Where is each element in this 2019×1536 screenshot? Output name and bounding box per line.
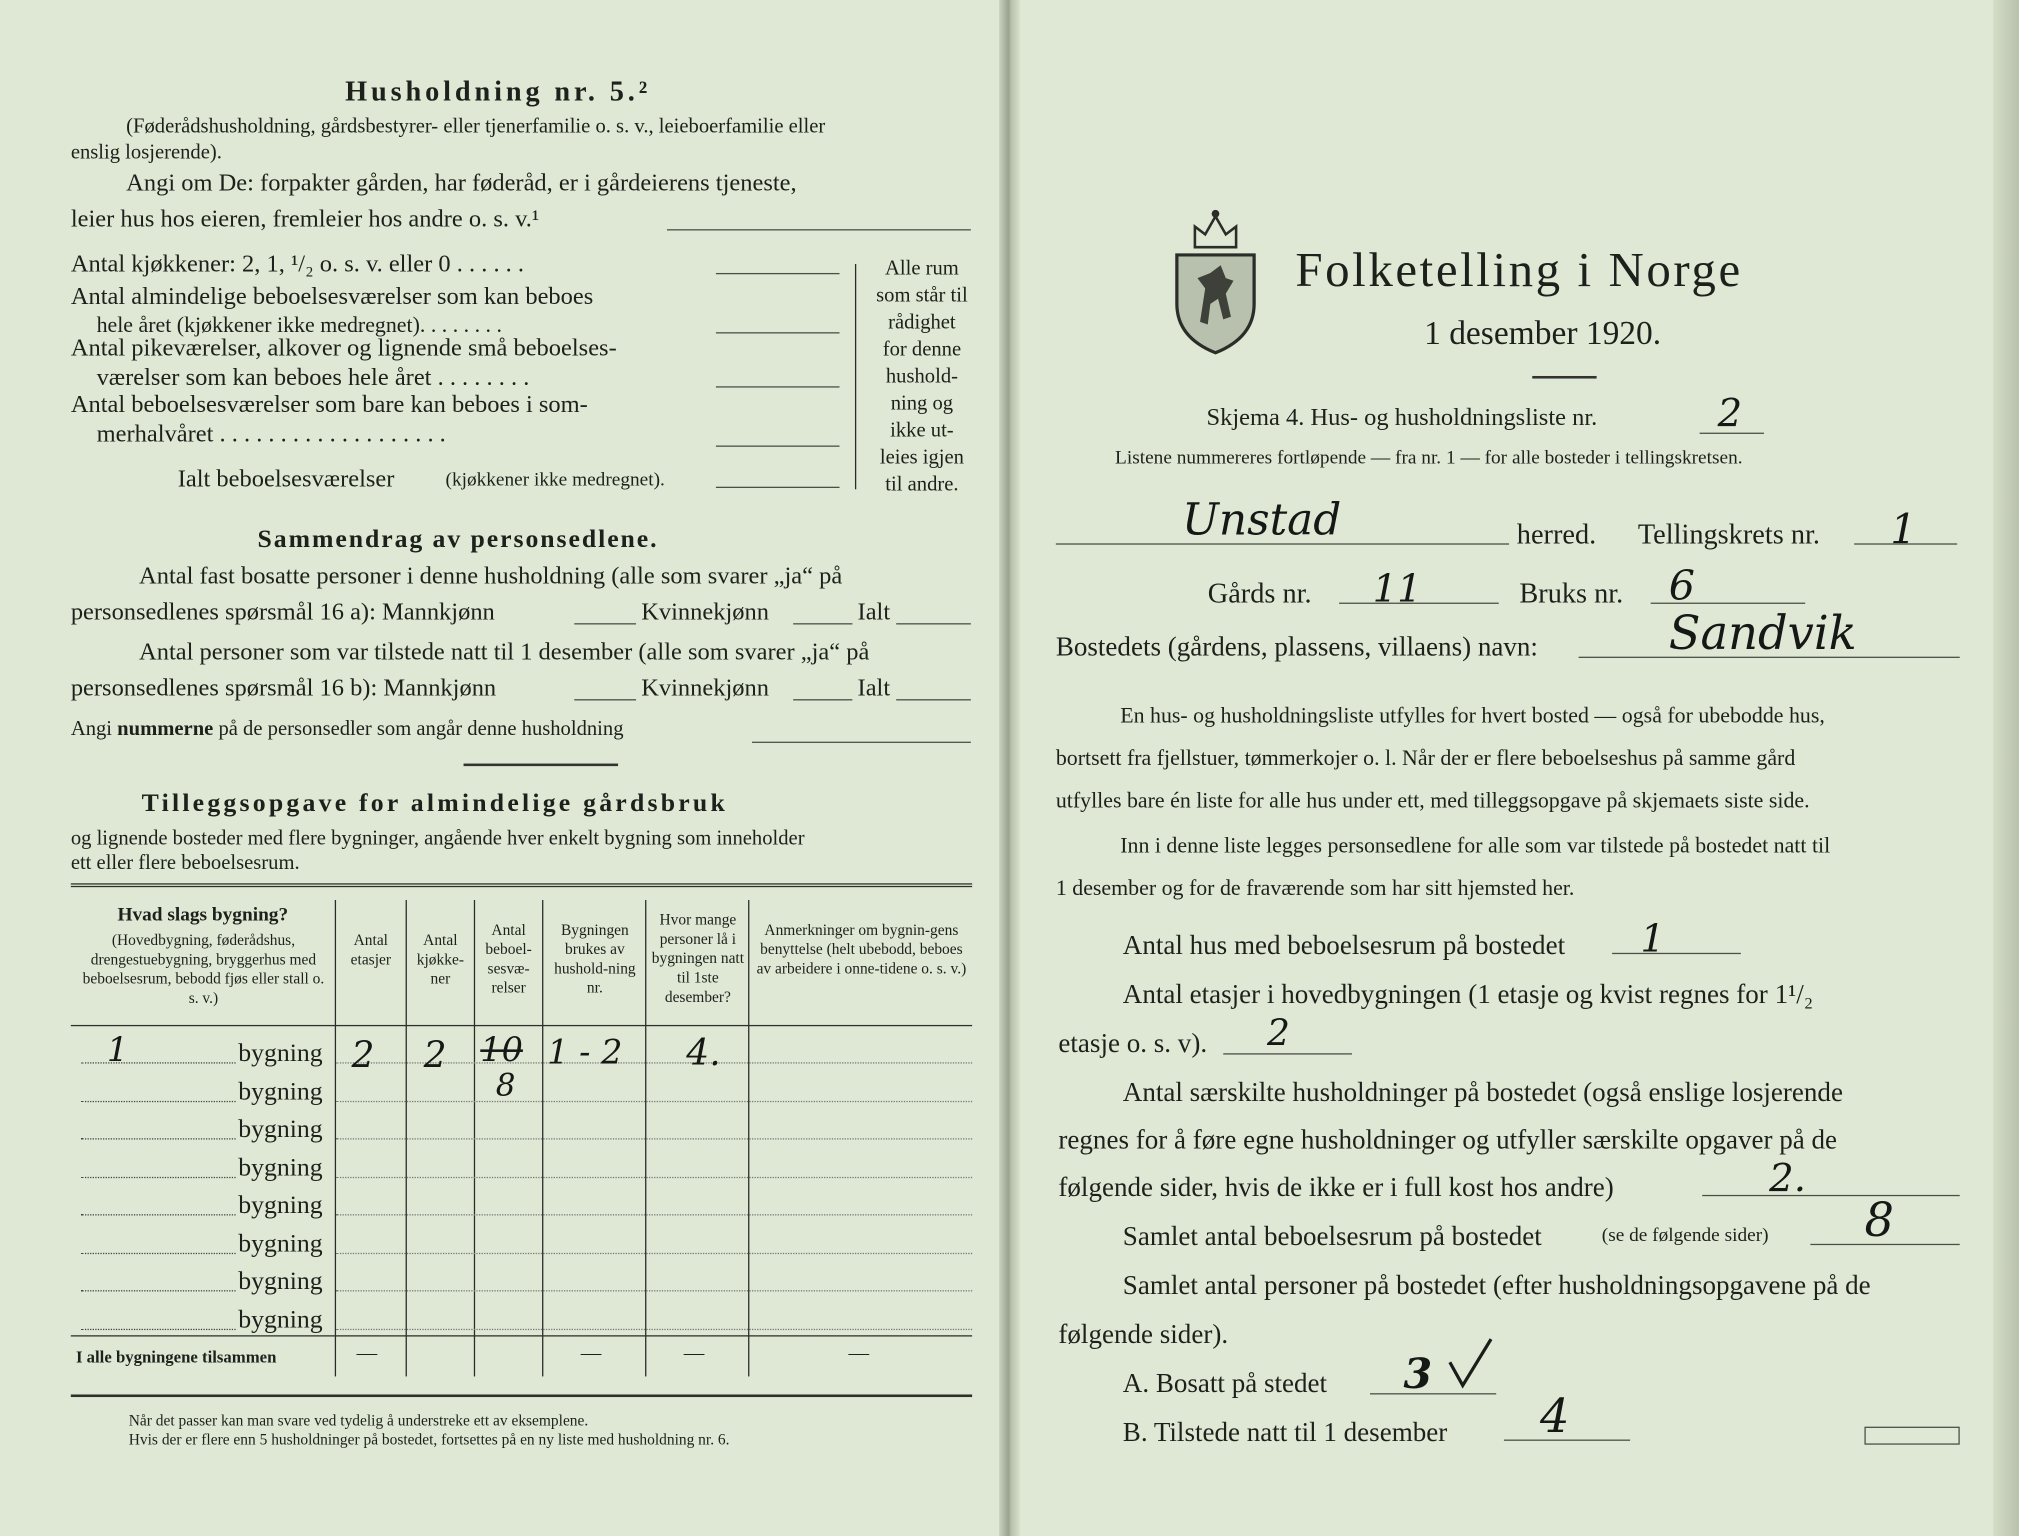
- q-hush-3: følgende sider, hvis de ikke er i full kost hos andre): [1058, 1171, 1614, 1203]
- footnote-1: Når det passer kan man svare ved tydelig å understreke ett av eksemplene.: [128, 1411, 589, 1430]
- q-etasjer-2: etasje o. s. v).: [1058, 1027, 1208, 1059]
- row-dotted-line: [81, 1328, 236, 1329]
- para-line-2: bortsett fra fjellstuer, tømmerkojer o. l. Når der er flere beboelseshus på samme gård: [1055, 745, 1796, 770]
- row-dotted-line: [81, 1252, 236, 1253]
- row-label-bygning: bygning: [238, 1304, 323, 1334]
- supplement-intro-2: ett eller flere beboelsesrum.: [70, 852, 300, 875]
- header-husholdning: Bygningen brukes av hushold-ning nr.: [554, 920, 636, 997]
- row-dotted-line: [81, 1138, 236, 1139]
- summary-ialt-2: Ialt: [857, 674, 891, 702]
- q-b-value: 4: [1539, 1390, 1570, 1444]
- header-rum: Antal beboel-sesvæ-relser: [485, 920, 532, 997]
- angi-answer-line: [667, 229, 971, 230]
- row-cell-lines: [336, 1100, 972, 1101]
- row-label-bygning: bygning: [238, 1191, 323, 1220]
- herred-label: herred.: [1516, 517, 1597, 550]
- census-title: Folketelling i Norge: [1295, 243, 1743, 298]
- row-label-bygning: bygning: [238, 1153, 323, 1182]
- summary-mann-line-2: [574, 699, 636, 700]
- row-dotted-line: [81, 1214, 236, 1215]
- bosted-line: [1579, 657, 1960, 658]
- row-label-bygning: bygning: [238, 1039, 323, 1068]
- q-rum-label: Samlet antal beboelsesrum på bostedet: [1122, 1220, 1542, 1252]
- q-etasjer-line: [1223, 1053, 1352, 1054]
- total-personer: —: [683, 1342, 705, 1365]
- q-hush-1: Antal særskilte husholdninger på bostedet (også enslige losjerende: [1122, 1076, 1843, 1108]
- printer-stamp: [1864, 1427, 1959, 1445]
- summary-ialt-1: Ialt: [857, 598, 891, 626]
- rooms-answer-1: [716, 273, 840, 274]
- total-anmerkninger: —: [848, 1342, 870, 1365]
- row-cell-lines: [336, 1214, 972, 1215]
- rooms-line-6: Antal beboelsesværelser som bare kan beboes i som-: [70, 391, 588, 419]
- total-etasjer: —: [356, 1342, 378, 1365]
- angi-line-2: leier hus hos eieren, fremleier hos andre o. s. v.¹: [70, 206, 540, 234]
- summary-kvinne-line-1: [793, 623, 852, 624]
- angi-line-1: Angi om De: forpakter gården, har føderåd, er i gårdeierens tjeneste,: [126, 169, 797, 198]
- footnote-2: Hvis der er flere enn 5 husholdninger på bostedet, fortsettes på en ny liste med husholdning nr. 6.: [128, 1430, 730, 1449]
- q-etasjer-value: 2: [1266, 1012, 1290, 1055]
- page-fold: [999, 0, 1020, 1536]
- skjema-line: [1700, 433, 1764, 434]
- q-hush-2: regnes for å føre egne husholdninger og utfyller særskilte opgaver på de: [1058, 1124, 1838, 1155]
- coat-of-arms-icon: [1167, 203, 1265, 355]
- ialt-note: (kjøkkener ikke medregnet).: [445, 469, 665, 491]
- summary-ialt-line-2: [896, 699, 971, 700]
- rooms-line-4: Antal pikeværelser, alkover og lignende små beboelses-: [70, 334, 617, 362]
- q-hus-line: [1612, 953, 1741, 954]
- summary-kvinne-2: Kvinnekjønn: [641, 674, 769, 702]
- header-etasjer: Antal etasjer: [350, 930, 391, 969]
- q-b-label: B. Tilstede natt til 1 desember: [1122, 1416, 1448, 1448]
- q-pers-2: følgende sider).: [1058, 1318, 1229, 1350]
- angi-nummerne-line: [752, 742, 971, 743]
- summary-line-2: personsedlenes spørsmål 16 a): Mannkjønn: [70, 598, 495, 626]
- header-building-desc: (Hovedbygning, føderådshus, drengestuebygning, bryggerhus med beboelsesrum, bebodd fjøs eller stall o. s. v.): [82, 930, 325, 1007]
- supplement-title: Tilleggsopgave for almindelige gårdsbruk: [141, 789, 729, 818]
- rooms-answer-4: [716, 446, 840, 447]
- q-a-label: A. Bosatt på stedet: [1122, 1367, 1328, 1399]
- summary-title: Sammendrag av personsedlene.: [257, 525, 659, 554]
- para-line-3: utfylles bare én liste for alle hus under ett, med tilleggsopgave på skjemaets siste side.: [1055, 788, 1810, 813]
- rooms-line-2: Antal almindelige beboelsesværelser som kan beboes: [70, 283, 594, 311]
- row1-rum: 10: [480, 1031, 523, 1070]
- ialt-answer: [716, 487, 840, 488]
- skjema-value: 2: [1717, 391, 1743, 437]
- angi-nummerne-pre: Angi: [70, 718, 118, 741]
- title-rule: [1532, 376, 1596, 379]
- header-building: Hvad slags bygning?: [117, 905, 289, 926]
- q-rum-line: [1810, 1244, 1959, 1245]
- household-title: Husholdning nr. 5.²: [345, 74, 652, 107]
- row-label-bygning: bygning: [238, 1115, 323, 1144]
- q-hus-value: 1: [1640, 916, 1665, 962]
- gards-line: [1339, 603, 1499, 604]
- q-hush-line: [1702, 1195, 1960, 1196]
- krets-line: [1854, 543, 1957, 544]
- header-rule: [71, 1025, 972, 1026]
- household-intro-1: (Føderådshusholdning, gårdsbestyrer- eller tjenerfamilie o. s. v., leieboerfamilie eller: [126, 115, 826, 138]
- rooms-line-7: merhalvåret . . . . . . . . . . . . . . . . . . .: [96, 421, 446, 449]
- q-rum-note: (se de følgende sider): [1601, 1225, 1769, 1247]
- row-cell-lines: [336, 1138, 972, 1139]
- row1-husholdning: 1 - 2: [547, 1033, 623, 1073]
- ialt-label: Ialt beboelsesværelser: [177, 466, 395, 494]
- q-a-value: 3: [1403, 1349, 1433, 1399]
- row-label-bygning: bygning: [238, 1266, 323, 1296]
- bruks-value: 6: [1668, 561, 1695, 611]
- summary-kvinne-1: Kvinnekjønn: [641, 598, 769, 626]
- summary-ialt-line-1: [896, 623, 971, 624]
- section-divider: [464, 764, 619, 767]
- q-rum-value: 8: [1864, 1194, 1894, 1248]
- total-label: I alle bygningene tilsammen: [75, 1346, 277, 1367]
- row1-num: 1: [106, 1031, 129, 1070]
- checkmark-icon: [1445, 1334, 1497, 1393]
- row-dotted-line: [81, 1062, 236, 1063]
- summary-line-4: personsedlenes spørsmål 16 b): Mannkjønn: [70, 674, 497, 702]
- rooms-line-1: Antal kjøkkener: 2, 1, ¹/₂ o. s. v. eller 0 . . . . . .: [70, 251, 525, 279]
- header-personer: Hvor mange personer lå i bygningen natt til 1ste desember?: [651, 910, 745, 1006]
- row-cell-lines: [336, 1328, 972, 1329]
- summary-kvinne-line-2: [793, 699, 852, 700]
- para-line-1: En hus- og husholdningsliste utfylles for hvert bosted — også for ubebodde hus,: [1120, 703, 1825, 728]
- rooms-answer-2: [716, 332, 840, 333]
- rooms-line-3: hele året (kjøkkener ikke medregnet). . . . . . . .: [96, 312, 502, 338]
- row-cell-lines: [336, 1176, 972, 1177]
- q-a-line: [1370, 1393, 1496, 1394]
- summary-line-1: Antal fast bosatte personer i denne husholdning (alle som svarer „ja“ på: [139, 562, 843, 590]
- q-hus-label: Antal hus med beboelsesrum på bostedet: [1122, 929, 1566, 961]
- skjema-label: Skjema 4. Hus- og husholdningsliste nr.: [1206, 404, 1598, 432]
- herred-value: Unstad: [1182, 494, 1342, 546]
- angi-nummerne: [71, 718, 624, 741]
- rooms-brace: [855, 264, 856, 489]
- row1-rum-corrected: 8: [495, 1067, 516, 1104]
- building-table: [71, 883, 972, 1397]
- row-dotted-line: [81, 1100, 236, 1101]
- krets-value: 1: [1890, 504, 1917, 554]
- bruks-label: Bruks nr.: [1519, 576, 1624, 610]
- para-line-4: Inn i denne liste legges personsedlene for alle som var tilstede på bostedet natt til: [1120, 833, 1831, 858]
- row1-personer: 4.: [686, 1031, 721, 1074]
- row-label-bygning: bygning: [238, 1077, 323, 1106]
- q-etasjer-1: Antal etasjer i hovedbygningen (1 etasje og kvist regnes for 1¹/₂: [1122, 978, 1814, 1010]
- supplement-intro-1: og lignende bosteder med flere bygninger, angående hver enkelt bygning som inneholder: [70, 827, 805, 850]
- gards-label: Gårds nr.: [1207, 576, 1312, 610]
- q-b-line: [1504, 1440, 1630, 1441]
- bosted-label: Bostedets (gårdens, plassens, villaens) navn:: [1055, 630, 1538, 662]
- row-dotted-line: [81, 1290, 236, 1291]
- household-intro-2: enslig losjerende).: [70, 141, 222, 164]
- rooms-line-5: værelser som kan beboes hele året . . . . . . . .: [96, 364, 530, 392]
- q-pers-1: Samlet antal personer på bostedet (efter husholdningsopgavene på de: [1122, 1269, 1871, 1301]
- header-kjokkener: Antal kjøkke-ner: [416, 930, 464, 988]
- brace-note: Alle rum som står til rådighet for denne hushold- ning og ikke ut- leies igjen til andre.: [876, 257, 968, 496]
- row1-kjokkener: 2: [423, 1033, 447, 1077]
- para-line-5: 1 desember og for de fraværende som har sitt hjemsted her.: [1055, 875, 1575, 901]
- rooms-answer-3: [716, 386, 840, 387]
- herred-line: [1056, 543, 1509, 544]
- row-label-bygning: bygning: [238, 1229, 323, 1258]
- row-dotted-line: [81, 1176, 236, 1177]
- krets-label: Tellingskrets nr.: [1637, 517, 1820, 550]
- bruks-line: [1651, 603, 1806, 604]
- angi-nummerne-post: på de personsedler som angår denne husholdning: [213, 718, 624, 741]
- census-date: 1 desember 1920.: [1424, 314, 1662, 352]
- angi-nummerne-bold: nummerne: [117, 718, 214, 741]
- bosted-value: Sandvik: [1668, 607, 1857, 661]
- total-rule: [71, 1335, 972, 1336]
- q-hush-value: 2.: [1769, 1156, 1807, 1202]
- row-cell-lines: [336, 1252, 972, 1253]
- numbering-note: Listene nummereres fortløpende — fra nr. 1 — for alle bosteder i tellingskretsen.: [1115, 448, 1743, 469]
- page-edge-right: [1993, 0, 2019, 1536]
- row-cell-lines: [336, 1290, 972, 1291]
- summary-mann-line-1: [574, 623, 636, 624]
- gards-value: 11: [1372, 566, 1422, 612]
- summary-line-3: Antal personer som var tilstede natt til 1 desember (alle som svarer „ja“ på: [139, 638, 870, 666]
- row1-etasjer: 2: [351, 1033, 375, 1077]
- total-husholdning: —: [580, 1342, 602, 1365]
- header-anmerkninger: Anmerkninger om bygnin-gens benyttelse (helt ubebodd, beboes av arbeidere i onne-tidene o. s. v.): [756, 920, 967, 978]
